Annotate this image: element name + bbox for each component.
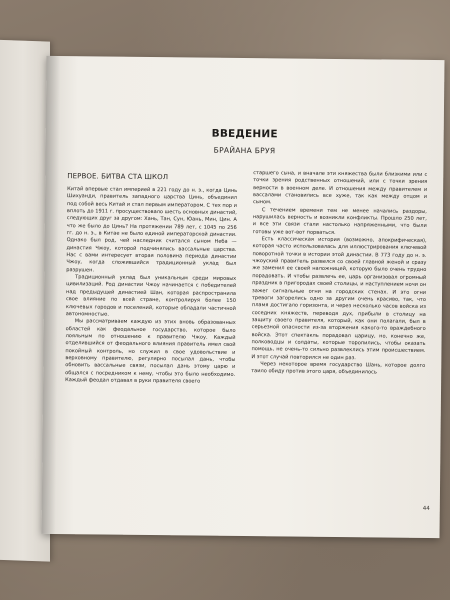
paragraph: Мы рассматриваем каждую из этих вновь образованных областей как феодальное государство, которое было лояльным по отношению к правителю Чжоу. Каждый отделившийся от феодального влияния правитель имел свой покойный контроль, но служил в свое удовольствие и верховному правителю, регулярно посылал дань, чтобы обновить вассальные связи, посылал дань этому царю и общался с посредником к нему, чтобы это было необходимо. Каждый феодал отдавал в руки правителя своего	[65, 318, 236, 385]
chapter-title: ВВЕДЕНИЕ	[211, 127, 278, 141]
paragraph: старшего сына, и вначале эти княжества были близкими или с точки зрения родственных отношений, или с точки зрения верности в военном деле. И отношения между правителем и вассалами становились все хуже, так как между отцом и сыном.	[252, 170, 428, 206]
book-page	[42, 56, 445, 538]
chapter-author: БРАЙАНА БРУЯ	[213, 145, 276, 156]
page-number: 44	[422, 505, 430, 512]
text-column-left	[65, 172, 237, 386]
paragraph: Есть классическая история (возможно, апокрифическая), которая часто использовалась для иллюстрирования ключевой поворотной точки в истории этой династии. В 773 году до н. э. чжоуский правитель развелся со своей главной женой и сразу же заменил ее своей наложницей, которую было очень трудно порадовать. И чтобы развлечь ее, царь организовал огромный праздник в пригородах своей столицы, и наступлением ночи он зажег сигнальные огни на городских стенах. И это огни тревоги загорелись одно за другим очень красиво, так, что пламя достигало горизонта, и через несколько часов войска из соседних княжеств, переводя дух, прибыли в столицу на защиту своего правителя, который, как они полагали, был в серьезной опасности из-за вторжения какого-то враждебного войска. Этот спектакль порадовал царицу, но, конечно же, полководцы и солдаты, которые торопились, чтобы оказать помощь, не очень-то сильно развлеклись этим происшествием. И этот случай повторился не один раз.	[251, 236, 427, 361]
paragraph: Китай впервые стал империей в 221 году до н. э., когда Цинь Шихуанди, правитель западного царства Цинь, объединил под собой весь Китай и стал первым императором. С тех пор и вплоть до 1911 г. просуществовало шесть основных династий, следующих друг за другом: Хань, Тан, Сун, Юань, Мин, Цин. А что же было до Цинь? На протяжении 789 лет, с 1045 по 256 гг. до н. э., в Китае не было единой императорской династии. Однако был род, чей наследник считался сыном Неба — династия Чжоу, которой подчинялись вассальные царства. Нас с вами интересует вторая половина периода династии Чжоу, когда сложившийся традиционный уклад был разрушен.	[66, 186, 238, 274]
paragraph: С течением времени тем не менее начались раздоры, нарушилась верность и возникли конфликты. Прошло 250 лет, и все эти связи стали настолько напряженными, что были готовы уже вот-вот порваться.	[252, 206, 427, 236]
paragraph: Традиционный уклад был уникальным среди мировых цивилизаций. Род династии Чжоу начинается с победителей над предыдущей династией Шан, которая распространила свое влияние по всей стране, контролируя более 150 ключевых городов и поселений, которые обладали частичной автономностью.	[65, 274, 237, 318]
section-heading: ПЕРВОЕ. БИТВА СТА ШКОЛ	[67, 172, 169, 182]
text-column-right	[251, 170, 427, 377]
paragraph: Через некоторое время государство Шань, которое долго таило обиду против этого царя, объединилось	[251, 361, 426, 376]
